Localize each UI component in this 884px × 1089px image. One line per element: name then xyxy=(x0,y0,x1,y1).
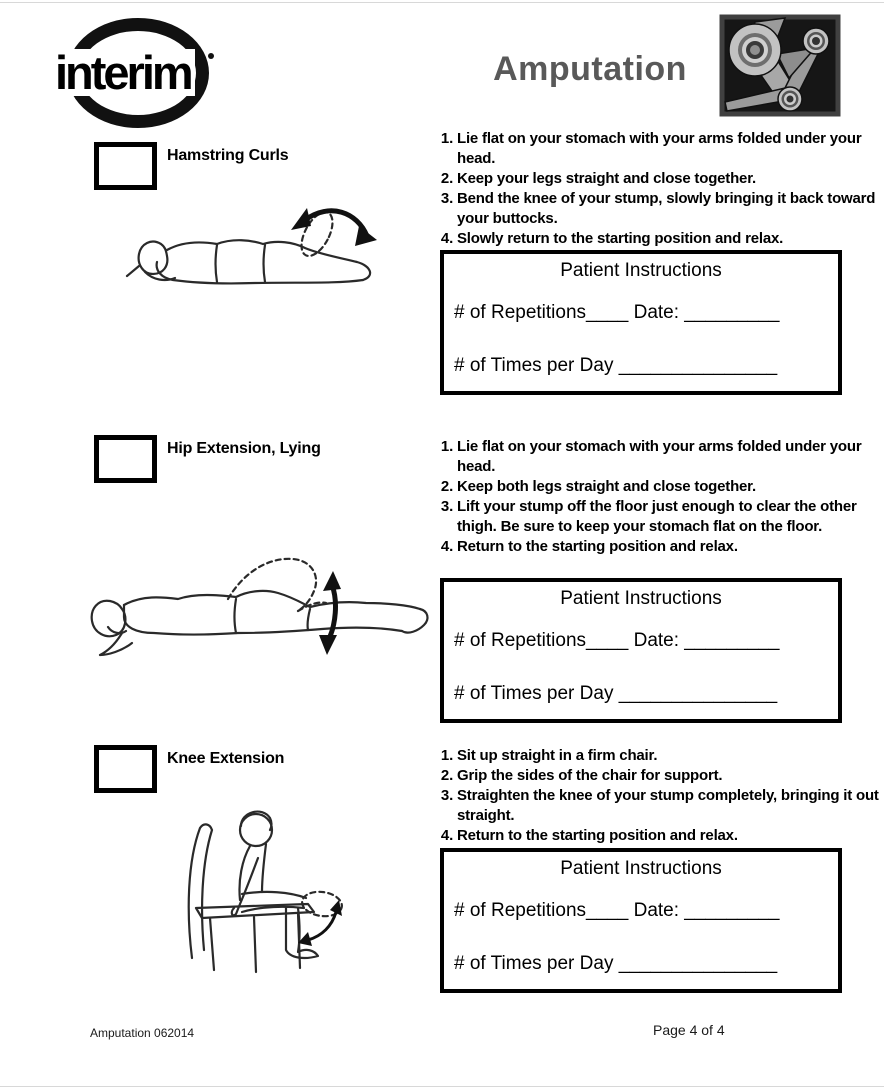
knee-extension-checkbox[interactable] xyxy=(94,745,157,793)
hip-extension-checkbox[interactable] xyxy=(94,435,157,483)
instruction-list-knee-extension xyxy=(430,746,881,846)
exercise-title-knee-extension: Knee Extension xyxy=(167,750,285,767)
date-label: Date: xyxy=(628,630,685,651)
times-per-day-line xyxy=(454,953,777,975)
instruction-step: 2. Keep both legs straight and close together. xyxy=(457,477,881,497)
patient-instructions-title: Patient Instructions xyxy=(560,588,722,609)
footer-page-number: Page 4 of 4 xyxy=(653,1022,725,1038)
exercise-title-hamstring-curls: Hamstring Curls xyxy=(167,147,289,164)
times-per-day-blank-field[interactable]: _______________ xyxy=(618,683,778,704)
times-per-day-line xyxy=(454,355,777,377)
instruction-step: 3. Lift your stump off the floor just enough to clear the other thigh. Be sure to keep your stomach flat on the floor. xyxy=(457,497,881,537)
instruction-step: 1. Lie flat on your stomach with your arms folded under your head. xyxy=(457,129,881,169)
date-label: Date: xyxy=(628,900,685,921)
times-per-day-label: # of Times per Day xyxy=(454,355,619,376)
patient-instructions-box xyxy=(440,250,842,395)
instruction-step: 3. Straighten the knee of your stump completely, bringing it out straight. xyxy=(457,786,881,826)
knee-extension-illustration xyxy=(158,800,353,980)
prosthetic-mechanism-icon xyxy=(719,14,841,117)
repetitions-blank-field[interactable]: ____ xyxy=(586,900,629,921)
instruction-step: 3. Bend the knee of your stump, slowly bringing it back toward your buttocks. xyxy=(457,189,881,229)
instruction-list-hamstring-curls xyxy=(430,129,881,249)
patient-instructions-title: Patient Instructions xyxy=(560,260,722,281)
repetitions-line xyxy=(454,630,779,652)
times-per-day-label: # of Times per Day xyxy=(454,683,619,704)
logo-wordmark: interim xyxy=(51,49,195,96)
page-top-edge xyxy=(0,2,884,3)
instruction-step: 2. Grip the sides of the chair for support. xyxy=(457,766,881,786)
trademark-dot-icon xyxy=(208,53,214,59)
instruction-step: 2. Keep your legs straight and close together. xyxy=(457,169,881,189)
times-per-day-line xyxy=(454,683,777,705)
repetitions-line xyxy=(454,302,779,324)
times-per-day-blank-field[interactable]: _______________ xyxy=(618,953,778,974)
date-blank-field[interactable]: _________ xyxy=(684,900,780,921)
repetitions-label: # of Repetitions xyxy=(454,900,587,921)
instruction-step: 4. Slowly return to the starting position and relax. xyxy=(457,229,881,249)
patient-instructions-box xyxy=(440,578,842,723)
instruction-step: 4. Return to the starting position and relax. xyxy=(457,537,881,557)
repetitions-blank-field[interactable]: ____ xyxy=(586,630,629,651)
instruction-list-hip-extension xyxy=(430,437,881,557)
date-blank-field[interactable]: _________ xyxy=(684,630,780,651)
page-bottom-edge xyxy=(0,1086,884,1087)
repetitions-label: # of Repetitions xyxy=(454,302,587,323)
page-title: Amputation xyxy=(493,50,687,88)
date-blank-field[interactable]: _________ xyxy=(684,302,780,323)
hip-extension-illustration xyxy=(78,543,433,668)
times-per-day-blank-field[interactable]: _______________ xyxy=(618,355,778,376)
times-per-day-label: # of Times per Day xyxy=(454,953,619,974)
interim-logo xyxy=(55,16,215,134)
patient-instructions-title: Patient Instructions xyxy=(560,858,722,879)
hamstring-curls-checkbox[interactable] xyxy=(94,142,157,190)
repetitions-label: # of Repetitions xyxy=(454,630,587,651)
instruction-step: 1. Lie flat on your stomach with your arms folded under your head. xyxy=(457,437,881,477)
repetitions-blank-field[interactable]: ____ xyxy=(586,302,629,323)
patient-instructions-box xyxy=(440,848,842,993)
hamstring-curls-illustration xyxy=(105,200,405,305)
date-label: Date: xyxy=(628,302,685,323)
repetitions-line xyxy=(454,900,779,922)
footer-document-id: Amputation 062014 xyxy=(90,1026,195,1040)
instruction-step: 1. Sit up straight in a firm chair. xyxy=(457,746,881,766)
exercise-title-hip-extension: Hip Extension, Lying xyxy=(167,440,321,457)
instruction-step: 4. Return to the starting position and relax. xyxy=(457,826,881,846)
